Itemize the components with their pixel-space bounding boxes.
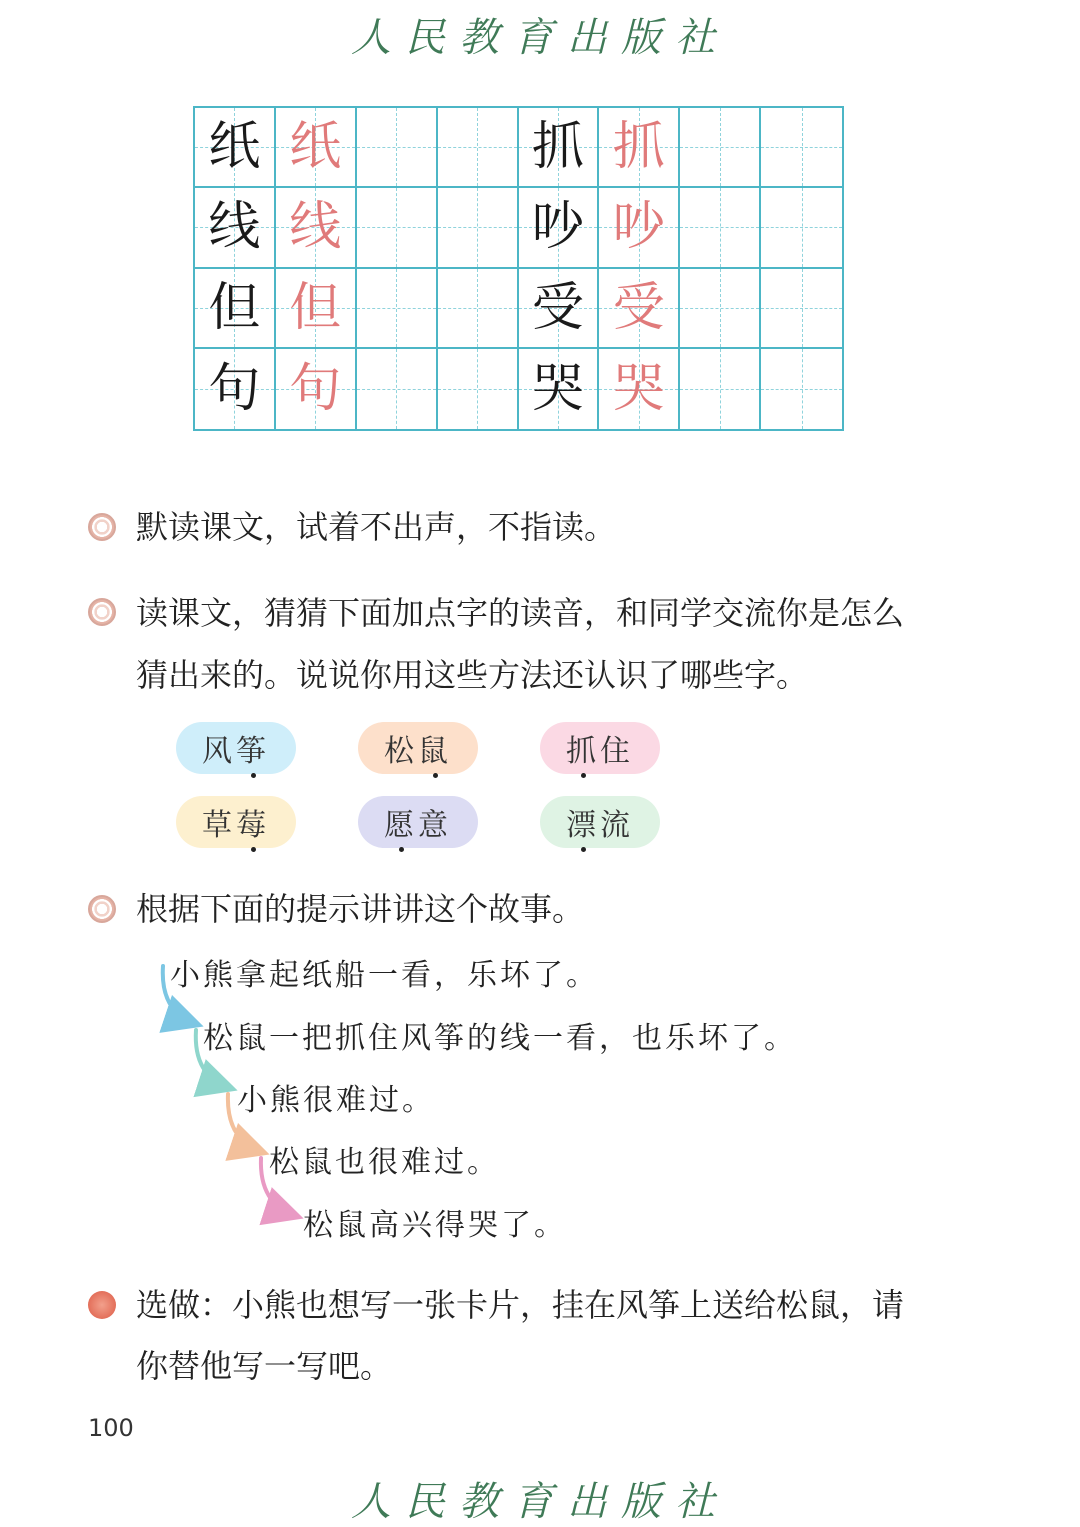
trace-character: 句 (289, 358, 342, 419)
grid-cell-empty (761, 108, 842, 188)
task-4-line-1: 选做：小熊也想写一张卡片，挂在风筝上送给松鼠，请 (136, 1286, 905, 1324)
grid-cell-empty (438, 108, 519, 188)
word-plain-char: 住 (600, 734, 634, 769)
grid-cell (599, 108, 680, 188)
grid-cell-empty (438, 349, 519, 429)
grid-cell-empty (357, 269, 438, 349)
grid-cell (276, 108, 357, 188)
grid-cell-empty (680, 188, 761, 268)
trace-character: 纸 (289, 117, 342, 178)
story-step-1: 小熊拿起纸船一看，乐坏了。 (170, 958, 599, 993)
word-dotted-char: 鼠 (418, 726, 452, 770)
task-bullet-icon (88, 513, 116, 541)
grid-cell (195, 269, 276, 349)
story-step-5: 松鼠高兴得哭了。 (303, 1208, 567, 1243)
grid-cell-empty (357, 108, 438, 188)
grid-cell-empty (680, 269, 761, 349)
grid-cell-empty (761, 269, 842, 349)
word-card-caomei (176, 796, 296, 848)
trace-character: 受 (612, 277, 665, 338)
word-plain-char: 风 (202, 734, 236, 769)
grid-cell-empty (680, 349, 761, 429)
story-step-3: 小熊很难过。 (237, 1083, 435, 1118)
trace-character: 线 (289, 197, 342, 258)
grid-cell-empty (680, 108, 761, 188)
grid-cell-empty (761, 188, 842, 268)
task-4-line-2: 你替他写一写吧。 (136, 1347, 393, 1385)
page-number: 100 (88, 1414, 134, 1442)
story-step-4: 松鼠也很难过。 (269, 1145, 500, 1180)
grid-cell (195, 188, 276, 268)
grid-cell (195, 349, 276, 429)
word-card-fengzheng (176, 722, 296, 774)
grid-cell-empty (357, 349, 438, 429)
writing-practice-grid (193, 106, 844, 431)
grid-cell (519, 108, 600, 188)
grid-cell (599, 269, 680, 349)
word-card-piaoliu (540, 796, 660, 848)
grid-cell-empty (438, 269, 519, 349)
model-character: 抓 (531, 117, 584, 178)
grid-cell (519, 188, 600, 268)
model-character: 纸 (208, 117, 261, 178)
word-dotted-char: 漂 (566, 800, 600, 844)
task-2-line-1: 读课文，猜猜下面加点字的读音，和同学交流你是怎么 (136, 594, 905, 632)
grid-cell-empty (761, 349, 842, 429)
word-dotted-char: 愿 (384, 800, 418, 844)
grid-cell (599, 188, 680, 268)
model-character: 但 (208, 277, 261, 338)
word-plain-char: 草 (202, 808, 236, 843)
trace-character: 哭 (612, 358, 665, 419)
grid-cell (519, 269, 600, 349)
publisher-watermark-top: 人民教育出版社 (351, 15, 729, 61)
grid-cell (195, 108, 276, 188)
trace-character: 但 (289, 277, 342, 338)
grid-cell (599, 349, 680, 429)
word-card-songshu (358, 722, 478, 774)
word-dotted-char: 筝 (236, 726, 270, 770)
word-plain-char: 流 (600, 808, 634, 843)
model-character: 句 (208, 358, 261, 419)
grid-cell (276, 188, 357, 268)
trace-character: 吵 (612, 197, 665, 258)
task-2-line-2: 猜出来的。说说你用这些方法还认识了哪些字。 (136, 656, 809, 694)
task-bullet-icon (88, 895, 116, 923)
word-card-zhuazhu (540, 722, 660, 774)
model-character: 线 (208, 197, 261, 258)
task-1-text: 默读课文，试着不出声，不指读。 (136, 508, 617, 546)
word-card-yuanyi (358, 796, 478, 848)
word-plain-char: 意 (418, 808, 452, 843)
grid-cell-empty (357, 188, 438, 268)
optional-task-bullet-icon (88, 1291, 116, 1319)
publisher-watermark-bottom: 人民教育出版社 (351, 1479, 729, 1525)
model-character: 哭 (531, 358, 584, 419)
story-step-2: 松鼠一把抓住风筝的线一看，也乐坏了。 (203, 1021, 797, 1056)
grid-cell (276, 349, 357, 429)
model-character: 受 (531, 277, 584, 338)
task-3-text: 根据下面的提示讲讲这个故事。 (136, 890, 585, 928)
word-dotted-char: 抓 (566, 726, 600, 770)
grid-cell (276, 269, 357, 349)
trace-character: 抓 (612, 117, 665, 178)
grid-cell-empty (438, 188, 519, 268)
model-character: 吵 (531, 197, 584, 258)
word-dotted-char: 莓 (236, 800, 270, 844)
task-bullet-icon (88, 598, 116, 626)
word-plain-char: 松 (384, 734, 418, 769)
grid-cell (519, 349, 600, 429)
